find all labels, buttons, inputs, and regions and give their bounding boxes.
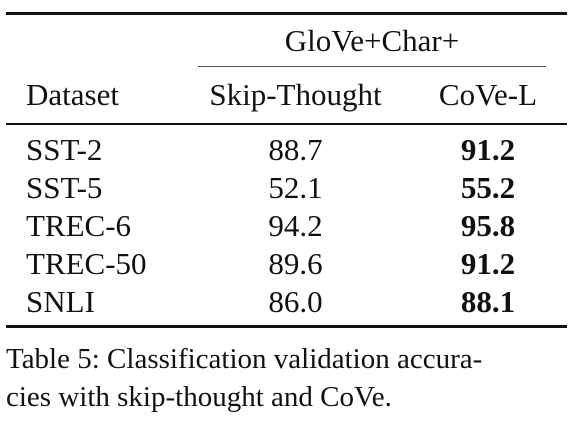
skip-thought-cell: 88.7	[268, 132, 323, 167]
cove-l-cell: 91.2	[460, 132, 516, 167]
top-rule	[6, 12, 567, 15]
dataset-cell: TREC-50	[26, 246, 147, 281]
dataset-cell: SST-2	[26, 132, 103, 167]
skip-thought-cell: 94.2	[268, 208, 323, 243]
column-header-dataset: Dataset	[26, 77, 119, 112]
dataset-cell: SNLI	[26, 284, 95, 319]
cove-l-cell: 88.1	[460, 284, 516, 319]
column-header-skip-thought: Skip-Thought	[209, 77, 382, 112]
cove-l-cell: 95.8	[460, 208, 516, 243]
cove-l-cell: 55.2	[460, 170, 516, 205]
dataset-cell: SST-5	[26, 170, 103, 205]
column-header-cove-l: CoVe-L	[438, 77, 538, 112]
skip-thought-cell: 86.0	[268, 284, 323, 319]
group-header-rule	[198, 66, 546, 67]
caption-line-1: Table 5: Classification validation accura-	[6, 343, 483, 375]
group-header: GloVe+Char+	[284, 23, 460, 58]
cove-l-cell: 91.2	[460, 246, 516, 281]
caption-line-2: cies with skip-thought and CoVe.	[6, 381, 392, 413]
bottom-rule	[6, 325, 567, 328]
dataset-cell: TREC-6	[26, 208, 132, 243]
table-caption	[6, 340, 566, 416]
skip-thought-cell: 52.1	[268, 170, 323, 205]
skip-thought-cell: 89.6	[268, 246, 323, 281]
header-rule	[6, 123, 567, 125]
